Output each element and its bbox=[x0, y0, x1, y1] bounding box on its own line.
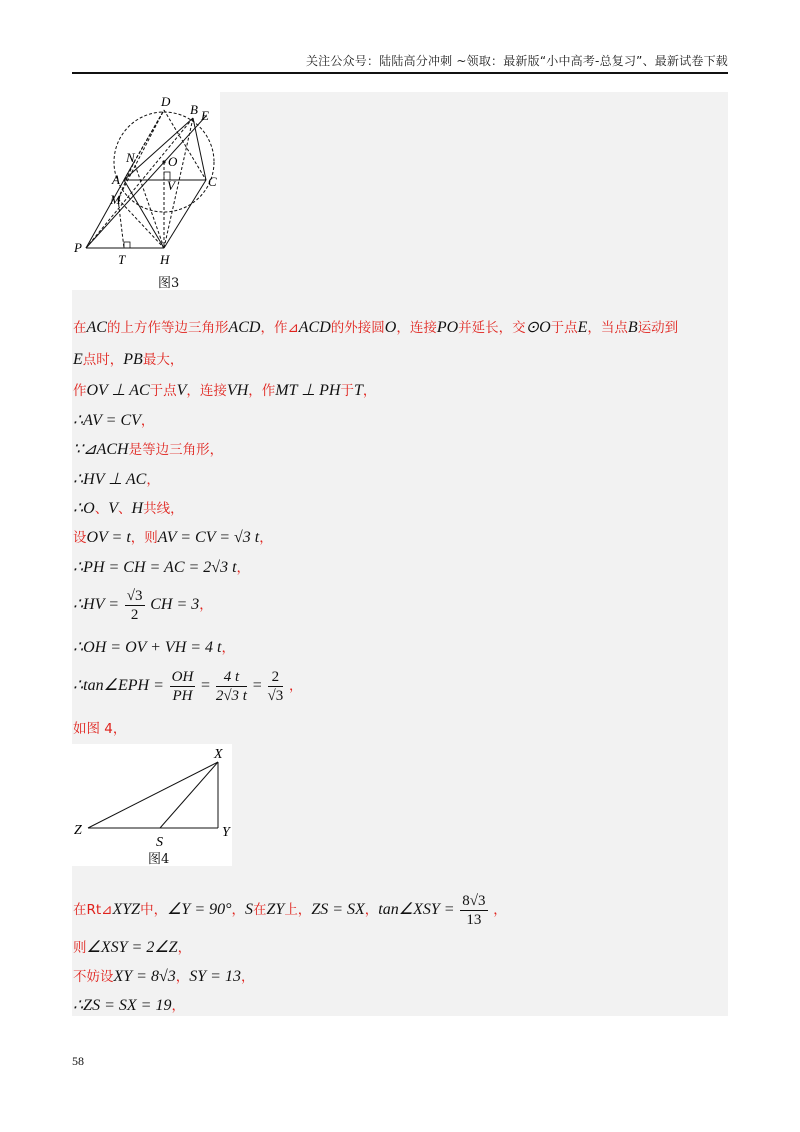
line-3: 作OV ⊥ AC于点V，连接VH，作MT ⊥ PH于T， bbox=[73, 382, 377, 399]
label-A: A bbox=[112, 172, 120, 187]
line-8: 设OV = t，则AV = CV = √3 t， bbox=[73, 529, 273, 546]
page-number: 58 bbox=[72, 1054, 84, 1068]
page-header: 关注公众号：陆陆高分冲刺 ~领取：最新版“小中高考-总复习”、最新试卷下载 bbox=[305, 54, 728, 68]
line-14: 在Rt⊿XYZ中，∠Y = 90°，S在ZY上，ZS = SX，tan∠XSY = $\frac{8√3}{13}$ ， bbox=[73, 893, 507, 928]
figure-4 bbox=[72, 744, 232, 866]
figure-4-caption: 图4 bbox=[148, 852, 170, 867]
line-10: ∴HV = $\frac{√3}{2}$ CH = 3， bbox=[73, 588, 213, 623]
label-O: O bbox=[168, 154, 178, 169]
header-rule bbox=[72, 72, 728, 74]
label-D: D bbox=[161, 94, 171, 109]
figure-3 bbox=[72, 92, 220, 290]
line-11: ∴OH = OV + VH = 4 t， bbox=[73, 639, 235, 656]
label-H: H bbox=[160, 252, 170, 267]
line-12: ∴tan∠EPH = $\frac{OH}{PH}$ = $\frac{4 t}{2√3 t}$ = $\frac{2}{√3}$ ， bbox=[73, 669, 303, 704]
label-X: X bbox=[214, 747, 223, 762]
label-N: N bbox=[126, 150, 135, 165]
label-M: M bbox=[110, 192, 121, 207]
line-6: ∴HV ⊥ AC， bbox=[73, 471, 160, 488]
figure-3-caption: 图3 bbox=[158, 276, 180, 291]
line-5: ∵⊿ACH是等边三角形， bbox=[73, 441, 224, 458]
label-C: C bbox=[208, 174, 217, 189]
line-7: ∴O、V、H共线， bbox=[73, 500, 184, 517]
label-Y: Y bbox=[222, 825, 230, 840]
label-V: V bbox=[167, 178, 175, 193]
line-4: ∴AV = CV， bbox=[73, 412, 155, 429]
label-T: T bbox=[118, 252, 126, 267]
line-13: 如图 4， bbox=[73, 721, 127, 737]
figure-3-diagram bbox=[72, 92, 220, 290]
line-9: ∴PH = CH = AC = 2√3 t， bbox=[73, 559, 251, 576]
line-16: 不妨设XY = 8√3，SY = 13， bbox=[73, 968, 255, 985]
label-B: B bbox=[190, 102, 198, 117]
label-P: P bbox=[74, 240, 82, 255]
line-15: 则∠XSY = 2∠Z， bbox=[73, 939, 192, 956]
label-Z: Z bbox=[74, 823, 82, 838]
line-1: 在AC的上方作等边三角形ACD，作⊿ACD的外接圆O，连接PO并延长，交⊙O于点E，当点B运动到 bbox=[73, 319, 679, 336]
label-E: E bbox=[201, 108, 209, 123]
line-2: E点时，PB最大， bbox=[73, 351, 184, 368]
label-S: S bbox=[156, 835, 163, 850]
line-17: ∴ZS = SX = 19， bbox=[73, 997, 185, 1014]
